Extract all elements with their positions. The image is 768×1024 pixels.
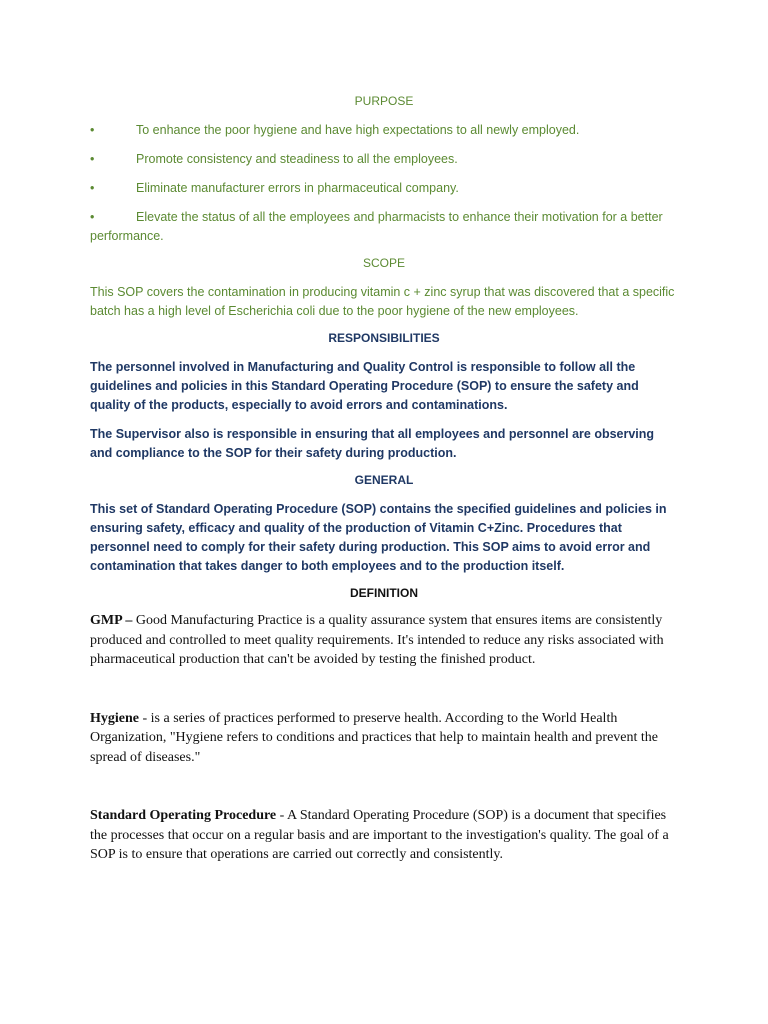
- bullet-marker: •: [90, 181, 95, 195]
- definition-separator: –: [121, 613, 136, 628]
- definition-gmp: [90, 611, 678, 670]
- definition-term: Hygiene: [90, 710, 139, 726]
- scope-heading: SCOPE: [362, 256, 405, 270]
- definition-separator: -: [139, 710, 151, 726]
- general-heading: GENERAL: [354, 473, 414, 487]
- purpose-bullet-text: Elevate the status of all the employees and pharmacists to enhance their motivation for a better performance.: [90, 210, 663, 243]
- definition-separator: -: [276, 808, 288, 823]
- general-paragraph: This set of Standard Operating Procedure (SOP) contains the specified guidelines and policies in ensuring safety, efficacy and quality of the production of Vitamin C+Zinc. Procedures that personnel need to comply for their safety during production. This SOP aims to avoid error and contamination that takes danger to both employees and to the production itself.: [90, 502, 667, 573]
- definition-term: GMP: [90, 613, 122, 628]
- purpose-bullet-3: [90, 179, 678, 198]
- purpose-bullet-4: [90, 208, 678, 246]
- definition-heading: DEFINITION: [350, 586, 418, 600]
- bullet-marker: •: [90, 210, 95, 224]
- purpose-bullet-text: To enhance the poor hygiene and have high expectations to all newly employed.: [136, 123, 580, 137]
- bullet-marker: •: [90, 123, 95, 137]
- definition-term: Standard Operating Procedure: [90, 808, 277, 823]
- purpose-bullet-1: [90, 121, 678, 140]
- responsibilities-paragraph-2: The Supervisor also is responsible in ensuring that all employees and personnel are observing and compliance to the SOP for their safety during production.: [90, 427, 655, 460]
- purpose-bullet-text: Promote consistency and steadiness to all the employees.: [136, 152, 458, 166]
- purpose-bullet-text: Eliminate manufacturer errors in pharmaceutical company.: [136, 181, 459, 195]
- definition-sop: [90, 806, 678, 865]
- definition-text: A Standard Operating Procedure (SOP) is a document that specifies the processes that occur on a regular basis and are important to the investigation's quality. The goal of a SOP is to ensure that operations are carried out correctly and consistently.: [90, 808, 669, 862]
- definition-hygiene: [90, 709, 678, 768]
- purpose-bullet-2: [90, 150, 678, 169]
- bullet-marker: •: [90, 152, 95, 166]
- scope-paragraph: This SOP covers the contamination in producing vitamin c + zinc syrup that was discovered that a specific batch has a high level of Escherichia coli due to the poor hygiene of the new employees.: [90, 285, 675, 318]
- responsibilities-heading: RESPONSIBILITIES: [328, 331, 440, 345]
- definition-text: is a series of practices performed to preserve health. According to the World Health Organization, "Hygiene refers to conditions and practices that help to maintain health and prevent the spread of diseases.": [90, 710, 658, 765]
- responsibilities-paragraph-1: The personnel involved in Manufacturing and Quality Control is responsible to follow all the guidelines and policies in this Standard Operating Procedure (SOP) to ensure the safety and quality of the products, especially to avoid errors and contaminations.: [90, 360, 639, 412]
- definition-text: Good Manufacturing Practice is a quality assurance system that ensures items are consistently produced and controlled to meet quality requirements. It's intended to reduce any risks associated with pharmaceutical production that can't be avoided by testing the finished product.: [90, 613, 664, 667]
- purpose-heading: PURPOSE: [354, 94, 414, 108]
